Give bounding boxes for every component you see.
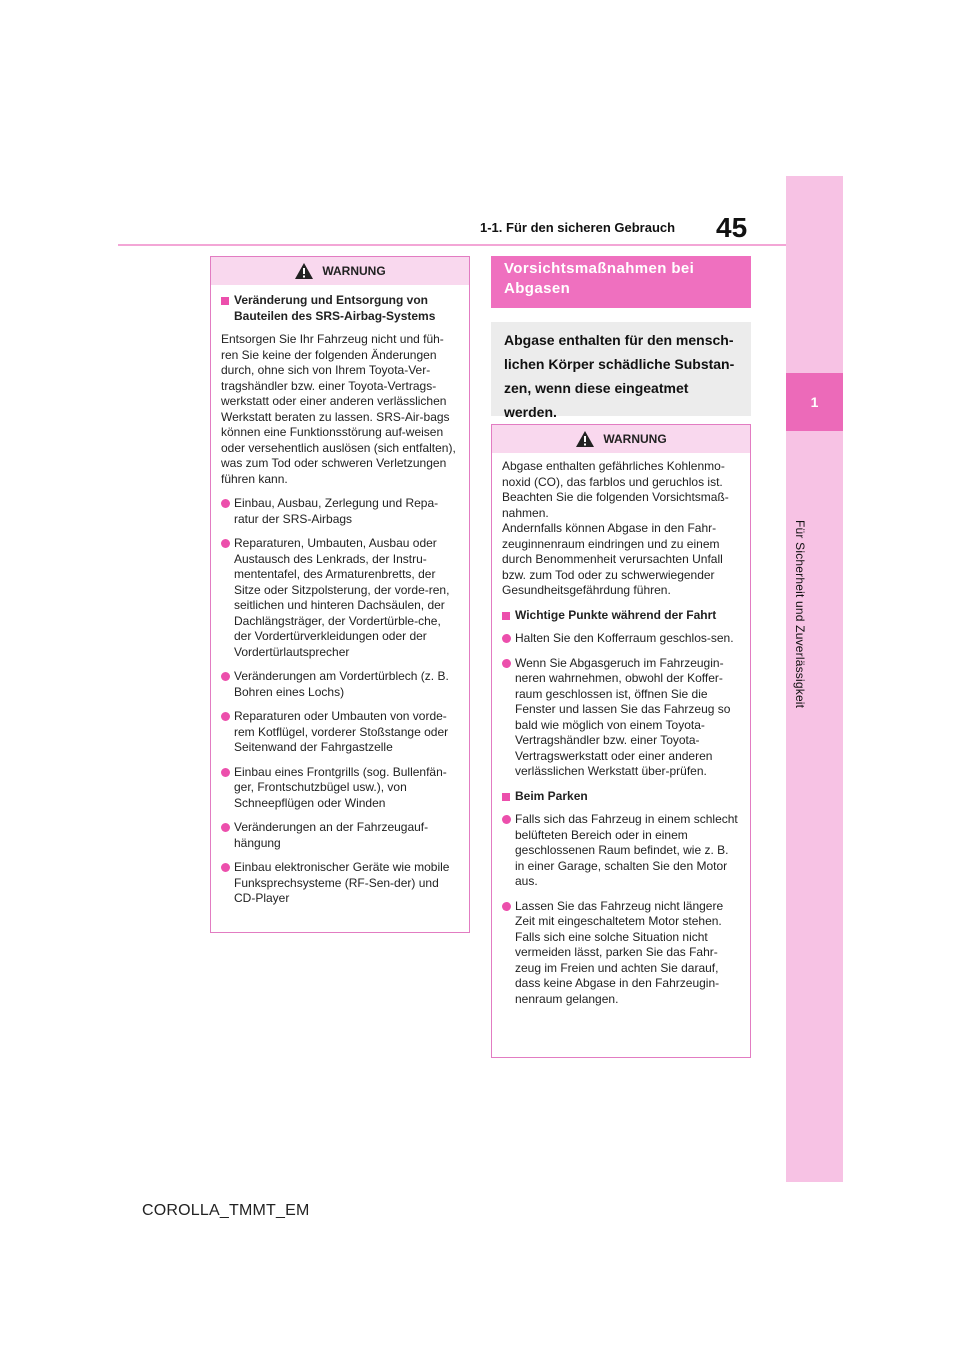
warning-header <box>211 257 469 285</box>
warning-section-title <box>221 293 459 324</box>
pink-round-bullet-icon <box>502 902 511 911</box>
list-item: Einbau, Ausbau, Zerlegung und Repa-ratur der SRS-Airbags <box>221 496 459 527</box>
pink-square-bullet-icon <box>502 793 510 801</box>
warning-section-title: Wichtige Punkte während der Fahrt <box>502 608 740 624</box>
warning-box-exhaust <box>491 424 751 1058</box>
pink-round-bullet-icon <box>221 672 230 681</box>
pink-round-bullet-icon <box>221 863 230 872</box>
list-item: Einbau elektronischer Geräte wie mobile Funksprechsysteme (RF-Sen-der) und CD-Player <box>221 860 459 907</box>
warning-content <box>492 453 750 1026</box>
list-item: Falls sich das Fahrzeug in einem schlecht belüfteten Bereich oder in einem geschlossenen Raum befindet, wie z. B. in einer Garage, schalten Sie den Motor aus. <box>502 812 740 890</box>
warning-intro-2: Andernfalls können Abgase in den Fahr-zeuginnenraum eindringen und zu einem durch Benommenheit verursachten Unfall bzw. zum Tod oder zu schwerwiegender Gesundheitsgefährdung führen. <box>502 521 723 597</box>
pink-round-bullet-icon <box>221 823 230 832</box>
pink-round-bullet-icon <box>221 768 230 777</box>
warning-triangle-icon <box>294 262 314 280</box>
list-item: Halten Sie den Kofferraum geschlos-sen. <box>502 631 740 647</box>
list-item: Einbau eines Frontgrills (sog. Bullenfän-ger, Frontschutzbügel usw.), von Schneepflügen oder Winden <box>221 765 459 812</box>
warning-intro: Entsorgen Sie Ihr Fahrzeug nicht und füh-ren Sie keine der folgenden Änderungen durch, ohne sich von Ihrem Toyota-Ver-tragshändler bzw. einer Toyota-Vertrags-werkstatt oder einer anderen verlässlichen Werkstatt beraten zu lassen. SRS-Air-bags können eine Funktionsstörung auf-weisen oder versehentlich auslösen (sich entfalten), was zum Tod oder schweren Verletzungen führen kann. <box>221 332 456 486</box>
warning-box-airbag <box>210 256 470 933</box>
list-item: Veränderungen an der Fahrzeugauf-hängung <box>221 820 459 851</box>
warning-intro: Abgase enthalten gefährliches Kohlenmo-noxid (CO), das farblos und geruchlos ist. Beachten Sie die folgenden Vorsichtsmaß-nahmen. <box>502 459 729 520</box>
section-header-title: 1-1. Für den sicheren Gebrauch <box>480 220 676 235</box>
pink-round-bullet-icon <box>221 499 230 508</box>
list-item: Lassen Sie das Fahrzeug nicht längere Zeit mit eingeschaltetem Motor stehen. Falls sich eine solche Situation nicht vermeiden lässt, parken Sie das Fahr-zeug im Freien und achten Sie darauf, dass keine Abgase in den Fahrzeugin-nenraum gelangen. <box>502 899 740 1008</box>
list-item: Reparaturen, Umbauten, Ausbau oder Austausch des Lenkrads, der Instru-mententafel, des Armaturenbretts, der Sitze oder Sitzpolsterung, der vorde-ren, seitlichen und hinteren Dachsäulen, der Dachlängsträger, der Vordertürble-che, der Vordertürverkleidungen oder der Vordertürlautsprecher <box>221 536 459 660</box>
document-code: COROLLA_TMMT_EM <box>142 1202 310 1219</box>
list-item: Veränderungen am Vordertürblech (z. B. Bohren eines Lochs) <box>221 669 459 700</box>
section-title-text: Veränderung und Entsorgung von Bauteilen des SRS-Airbag-Systems <box>234 293 436 323</box>
list-item: Reparaturen oder Umbauten von vorde-rem Kotflügel, vorderer Stoßstange oder Seitenwand der Fahrgastzelle <box>221 709 459 756</box>
page-number: 45 <box>716 212 748 243</box>
chapter-number-tab: 1 <box>786 373 843 431</box>
warning-label: WARNUNG <box>322 264 386 278</box>
pink-round-bullet-icon <box>221 539 230 548</box>
pink-round-bullet-icon <box>502 659 511 668</box>
section-title-bar: Vorsichtsmaßnahmen bei Abgasen <box>491 256 751 308</box>
chapter-title-vertical: Für Sicherheit und Zuverlässigkeit <box>793 520 807 709</box>
warning-section-title: Beim Parken <box>502 789 740 805</box>
pink-square-bullet-icon <box>502 612 510 620</box>
warning-label: WARNUNG <box>603 432 667 446</box>
pink-square-bullet-icon <box>221 297 229 305</box>
header-divider <box>118 244 786 246</box>
warning-content <box>211 285 469 926</box>
section-summary: Abgase enthalten für den mensch-lichen Körper schädliche Substan-zen, wenn diese eingeatmet werden. <box>491 322 751 416</box>
warning-triangle-icon <box>575 430 595 448</box>
list-item: Wenn Sie Abgasgeruch im Fahrzeugin-neren wahrnehmen, obwohl der Koffer-raum geschlossen ist, öffnen Sie die Fenster und lassen Sie das Fahrzeug so bald wie möglich von einem Toyota-Vertragshändler bzw. einer Toyota-Vertragswerkstatt oder einer anderen verlässlichen Werkstatt über-prüfen. <box>502 656 740 780</box>
pink-round-bullet-icon <box>221 712 230 721</box>
warning-header <box>492 425 750 453</box>
pink-round-bullet-icon <box>502 815 511 824</box>
pink-round-bullet-icon <box>502 634 511 643</box>
